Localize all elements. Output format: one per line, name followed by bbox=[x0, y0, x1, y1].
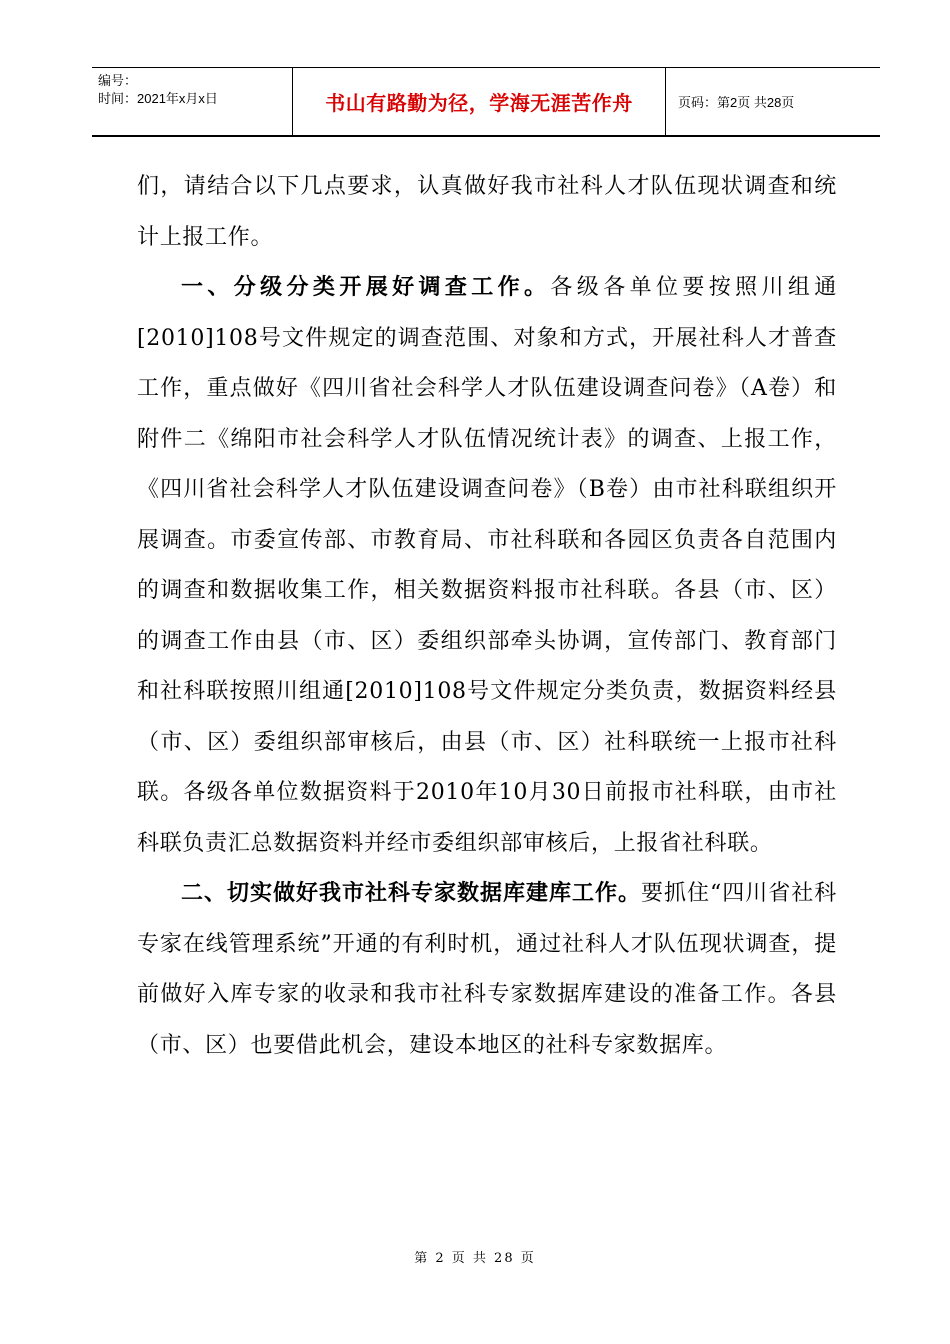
header-page-info: 页码：第2页 共28页 bbox=[678, 95, 795, 110]
document-date: 时间：2021年x月x日 bbox=[98, 91, 218, 106]
paragraph-continuation: 们，请结合以下几点要求，认真做好我市社科人才队伍现状调查和统计上报工作。 bbox=[137, 174, 837, 250]
header-meta bbox=[92, 68, 293, 135]
document-body bbox=[137, 162, 837, 1071]
section-two-heading: 二、切实做好我市社科专家数据库建库工作。 bbox=[181, 881, 642, 906]
document-number-label: 编号： bbox=[98, 73, 138, 88]
page-footer: 第 2 页 共 28 页 bbox=[414, 1251, 536, 1266]
section-one-heading: 一、分级分类开展好调查工作。 bbox=[181, 275, 551, 300]
paragraph-section-one bbox=[137, 263, 837, 869]
page-header bbox=[92, 67, 880, 137]
header-motto: 书山有路勤为径，学海无涯苦作舟 bbox=[293, 68, 666, 135]
paragraph-section-two bbox=[137, 869, 837, 1071]
section-two-text: 要抓住“四川省社科专家在线管理系统”开通的有利时机，通过社科人才队伍现状调查，提前做好入库专家的收录和我市社科专家数据库建设的准备工作。各县（市、区）也要借此机会，建设本地区的社科专家数据库。 bbox=[137, 881, 837, 1058]
section-one-text: 各级各单位要按照川组通[2010]108号文件规定的调查范围、对象和方式，开展社科人才普查工作，重点做好《四川省社会科学人才队伍建设调查问卷》（A卷）和附件二《绵阳市社会科学人才队伍情况统计表》的调查、上报工作，《四川省社会科学人才队伍建设调查问卷》（B卷）由市社科联组织开展调查。市委宣传部、市教育局、市社科联和各园区负责各自范围内的调查和数据收集工作，相关数据资料报市社科联。各县（市、区）的调查工作由县（市、区）委组织部牵头协调，宣传部门、教育部门和社科联按照川组通[2010]108号文件规定分类负责，数据资料经县（市、区）委组织部审核后，由县（市、区）社科联统一上报市社科联。各级各单位数据资料于2010年10月30日前报市社科联，由市社科联负责汇总数据资料并经市委组织部审核后，上报省社科联。 bbox=[137, 275, 837, 856]
